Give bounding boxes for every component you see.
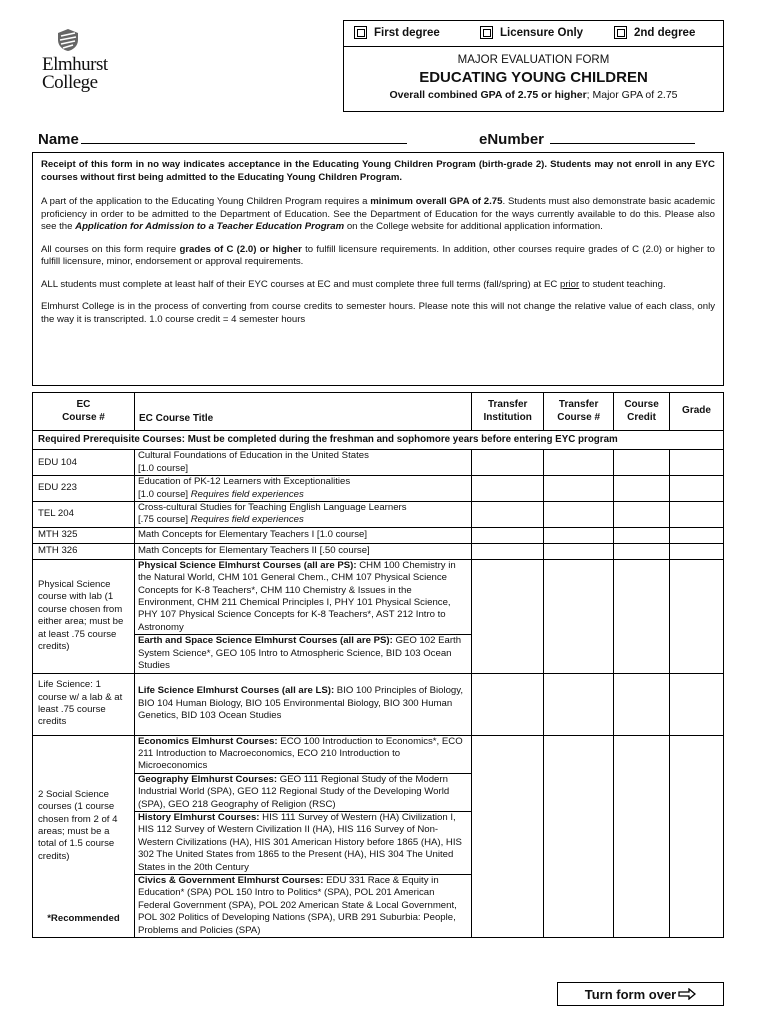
- recommended-note: *Recommended: [47, 913, 120, 925]
- course-title-text: Education of PK-12 Learners with Exceptionalities: [137, 476, 351, 488]
- header-ec-2: Course #: [62, 411, 105, 423]
- cell-transfer-institution[interactable]: [472, 450, 544, 476]
- cell-grade[interactable]: [670, 543, 724, 559]
- college-name-line2: College: [42, 72, 98, 93]
- hist-body: HIS 111 Survey of Western (HA) Civilization I, HIS 112 Survey of Western Civilization II (HA), HIS 116 Survey of Non-Western Civilizations (HA), HIS 301 American History before 1865 (HA), HIS 302 The United States from 1865 to the Present (HA), HIS 304 The United States in the 20th Century: [137, 811, 462, 873]
- gpa-requirement: [344, 89, 723, 101]
- econ-head: Economics Elmhurst Courses:: [137, 735, 278, 747]
- info-grades-text1: All courses on this form require: [41, 243, 180, 255]
- hist-head: History Elmhurst Courses:: [137, 811, 260, 823]
- course-title: [134, 502, 471, 528]
- header-ti-1: Transfer: [487, 399, 528, 411]
- cell-grade[interactable]: [670, 673, 724, 735]
- info-app-link: Application for Admission to a Teacher Education Program: [75, 221, 345, 232]
- course-number: EDU 223: [33, 476, 135, 502]
- cell-credit[interactable]: [614, 450, 670, 476]
- name-label: Name: [38, 131, 79, 148]
- table-header-row: [33, 393, 724, 431]
- info-grades: [41, 244, 715, 269]
- course-number: TEL 204: [33, 502, 135, 528]
- header-transfer-institution: [472, 393, 544, 431]
- ls-body: BIO 100 Principles of Biology, BIO 104 Human Biology, BIO 105 Environmental Biology, BIO 300 Human Genetics, BID 103 Ocean Studies: [137, 685, 464, 722]
- es-head: Earth and Space Science Elmhurst Courses (all are PS):: [137, 635, 393, 647]
- es-body: GEO 102 Earth System Science*, GEO 105 Intro to Atmospheric Science, BID 103 Ocean Studies: [137, 635, 462, 672]
- enumber-label: eNumber: [479, 131, 545, 148]
- course-number: EDU 104: [33, 450, 135, 476]
- course-number: MTH 325: [33, 527, 135, 543]
- cell-transfer-institution[interactable]: [472, 543, 544, 559]
- header-ec-1: EC: [76, 399, 91, 411]
- cell-transfer-course[interactable]: [544, 543, 614, 559]
- econ-body: ECO 100 Introduction to Economics*, ECO 211 Introduction to Macroeconomics, ECO 210 Introduction to Microeconomics: [137, 735, 463, 772]
- cell-transfer-course[interactable]: [544, 735, 614, 938]
- info-app-gpa: minimum overall GPA of 2.75: [370, 196, 503, 207]
- course-title: Math Concepts for Elementary Teachers II [.50 course]: [134, 543, 471, 559]
- info-conversion: Elmhurst College is in the process of converting from course credits to semester hours. Please note this will not change the relative value of each class, only the way it is transcripted. 1.0 course credit = 4 semester hours: [41, 301, 715, 325]
- table-row: [33, 450, 724, 476]
- cell-credit[interactable]: [614, 502, 670, 528]
- course-note-italic: Requires field experiences: [190, 514, 304, 526]
- option-licensure-only[interactable]: [480, 26, 583, 39]
- header-tc-2: Course #: [557, 411, 601, 423]
- name-input-line[interactable]: [81, 130, 407, 144]
- info-res-text1: ALL students must complete at least half of their EYC courses at EC and must complete three full terms (fall/spring) at EC: [41, 278, 560, 290]
- cell-transfer-course[interactable]: [544, 450, 614, 476]
- enumber-field[interactable]: [479, 130, 695, 148]
- info-application: [41, 196, 715, 234]
- gpa-rest: ; Major GPA of 2.75: [586, 89, 678, 101]
- info-residency: [41, 279, 715, 292]
- info-grades-text2: to fulfill licensure requirements. In addition, other courses require grades of C (2.0) or higher to fulfill licensure, minor, endorsement or approval requirements.: [41, 243, 715, 267]
- section-prereq: Required Prerequisite Courses: Must be completed during the freshman and sophomore years before entering EYC program: [33, 431, 724, 450]
- course-title-text: Cross-cultural Studies for Teaching English Language Learners: [137, 502, 407, 514]
- cell-grade[interactable]: [670, 559, 724, 673]
- cell-grade[interactable]: [670, 450, 724, 476]
- civ-head: Civics & Government Elmhurst Courses:: [137, 874, 324, 886]
- cell-grade[interactable]: [670, 476, 724, 502]
- header-ec-course: [33, 393, 135, 431]
- degree-options: [344, 21, 723, 47]
- cell-credit[interactable]: [614, 559, 670, 673]
- second-degree-label: 2nd degree: [634, 26, 696, 39]
- course-table: [32, 392, 724, 938]
- course-title: Math Concepts for Elementary Teachers I [1.0 course]: [134, 527, 471, 543]
- cell-credit[interactable]: [614, 543, 670, 559]
- info-res-text2: to student teaching.: [579, 278, 666, 290]
- header-ti-2: Institution: [483, 411, 532, 423]
- history-courses: [134, 811, 471, 874]
- cell-transfer-institution[interactable]: [472, 559, 544, 673]
- cell-transfer-course[interactable]: [544, 527, 614, 543]
- table-row: [33, 502, 724, 528]
- course-title-text: Cultural Foundations of Education in the United States: [137, 450, 369, 462]
- checkbox-second-degree[interactable]: [614, 26, 627, 39]
- course-number: MTH 326: [33, 543, 135, 559]
- header-grade: Grade: [670, 393, 724, 431]
- cell-transfer-institution[interactable]: [472, 673, 544, 735]
- cell-transfer-course[interactable]: [544, 476, 614, 502]
- economics-courses: [134, 735, 471, 773]
- cell-transfer-institution[interactable]: [472, 502, 544, 528]
- cell-transfer-institution[interactable]: [472, 527, 544, 543]
- geography-courses: [134, 773, 471, 811]
- cell-credit[interactable]: [614, 673, 670, 735]
- table-row: [33, 527, 724, 543]
- form-subtitle: MAJOR EVALUATION FORM: [457, 54, 610, 66]
- course-note: [.75 course]: [137, 514, 191, 526]
- first-degree-label: First degree: [374, 26, 440, 39]
- geo-head: Geography Elmhurst Courses:: [137, 773, 278, 785]
- form-title: EDUCATING YOUNG CHILDREN: [419, 69, 648, 86]
- turn-over-box: [557, 982, 724, 1006]
- arrow-right-icon: [678, 988, 696, 1000]
- header-tc-1: Transfer: [558, 399, 599, 411]
- ps-body: CHM 100 Chemistry in the Natural World, CHM 101 General Chem., CHM 107 Physical Science Concepts for K-8 Teachers*, CHM 110 Chemistry & Issues in the Environment, CHM 211 Chemical Principles I, PHY 101 Physical Science, PHY 107 Physical Science Concepts for K-8 Teachers*, AST 212 Intro to Astronomy: [137, 559, 456, 633]
- header-cr-1: Course: [624, 399, 659, 411]
- physical-science-courses: [134, 559, 471, 634]
- name-field[interactable]: [38, 130, 407, 148]
- table-row: [33, 476, 724, 502]
- shield-icon: [56, 28, 80, 52]
- social-science-text: 2 Social Science courses (1 course chosen from 2 of 4 areas; must be a total of 1.5 course credits): [38, 788, 118, 862]
- info-box: [32, 152, 724, 386]
- licensure-only-label: Licensure Only: [500, 26, 584, 39]
- option-first-degree[interactable]: [354, 26, 440, 39]
- college-logo: [40, 28, 124, 94]
- ls-head: Life Science Elmhurst Courses (all are LS):: [137, 685, 335, 697]
- civ-body: EDU 331 Race & Equity in Education* (SPA) POL 150 Intro to Politics* (SPA), POL 201 American Federal Government (SPA), POL 202 American State & Local Government, POL 302 Politics of Developing Nations (SPA), URB 291 Suburbia: People, Problems and Policies (SPA): [137, 874, 457, 936]
- checkbox-first-degree[interactable]: [354, 26, 367, 39]
- cell-transfer-course[interactable]: [544, 673, 614, 735]
- physical-science-label: Physical Science course with lab (1 course chosen from either area; must be at least .75 course credits): [33, 559, 135, 673]
- info-receipt: Receipt of this form in no way indicates acceptance in the Educating Young Children Program (birth-grade 2). Students may not enroll in any EYC courses without first being admitted to the Educating Young Children Program.: [41, 159, 715, 183]
- info-grades-bold: grades of C (2.0) or higher: [179, 243, 302, 255]
- course-note: [1.0 course]: [137, 462, 189, 474]
- section-row: [33, 431, 724, 450]
- header-cr-2: Credit: [627, 411, 656, 423]
- cell-credit[interactable]: [614, 735, 670, 938]
- life-science-courses: [134, 673, 471, 735]
- turn-over-label: Turn form over: [584, 986, 677, 1002]
- degree-header-box: [343, 20, 724, 112]
- ps-head: Physical Science Elmhurst Courses (all are PS):: [137, 559, 357, 571]
- info-res-prior: prior: [560, 278, 580, 290]
- option-second-degree[interactable]: [614, 26, 695, 39]
- cell-credit[interactable]: [614, 527, 670, 543]
- gpa-bold: Overall combined GPA of 2.75 or higher: [389, 89, 587, 101]
- info-app-text1: A part of the application to the Educating Young Children Program requires a: [41, 196, 371, 207]
- header-transfer-course: [544, 393, 614, 431]
- cell-grade[interactable]: [670, 527, 724, 543]
- course-note: [1.0 course]: [137, 488, 191, 500]
- social-science-label: [33, 735, 135, 938]
- header-title: EC Course Title: [134, 393, 471, 431]
- header-credit: [614, 393, 670, 431]
- cell-grade[interactable]: [670, 735, 724, 938]
- checkbox-licensure-only[interactable]: [480, 26, 493, 39]
- table-row: [33, 673, 724, 735]
- table-row: [33, 559, 724, 634]
- civics-courses: [134, 874, 471, 937]
- course-note-italic: Requires field experiences: [190, 488, 304, 500]
- table-row: [33, 543, 724, 559]
- geo-body: GEO 111 Regional Study of the Modern Industrial World (SPA), GEO 112 Regional Study of the Developing World (SPA), GEO 218 Geography of Religion (RSC): [137, 773, 450, 810]
- cell-credit[interactable]: [614, 476, 670, 502]
- college-name-line1: Elmhurst: [42, 54, 108, 75]
- course-title: [134, 476, 471, 502]
- info-app-text2: . Students must also demonstrate basic academic proficiency in order to be admitted to the Department of Education. See the Department of Education for the ways currently available to do this. Please also see the: [41, 196, 716, 232]
- cell-transfer-institution[interactable]: [472, 735, 544, 938]
- cell-grade[interactable]: [670, 502, 724, 528]
- course-title: [134, 450, 471, 476]
- table-row: [33, 735, 724, 773]
- info-app-text3: on the College website for additional application information.: [344, 221, 603, 232]
- cell-transfer-course[interactable]: [544, 559, 614, 673]
- life-science-label: Life Science: 1 course w/ a lab & at least .75 course credits: [33, 673, 135, 735]
- cell-transfer-institution[interactable]: [472, 476, 544, 502]
- cell-transfer-course[interactable]: [544, 502, 614, 528]
- enumber-input-line[interactable]: [550, 130, 695, 144]
- earth-science-courses: [134, 635, 471, 673]
